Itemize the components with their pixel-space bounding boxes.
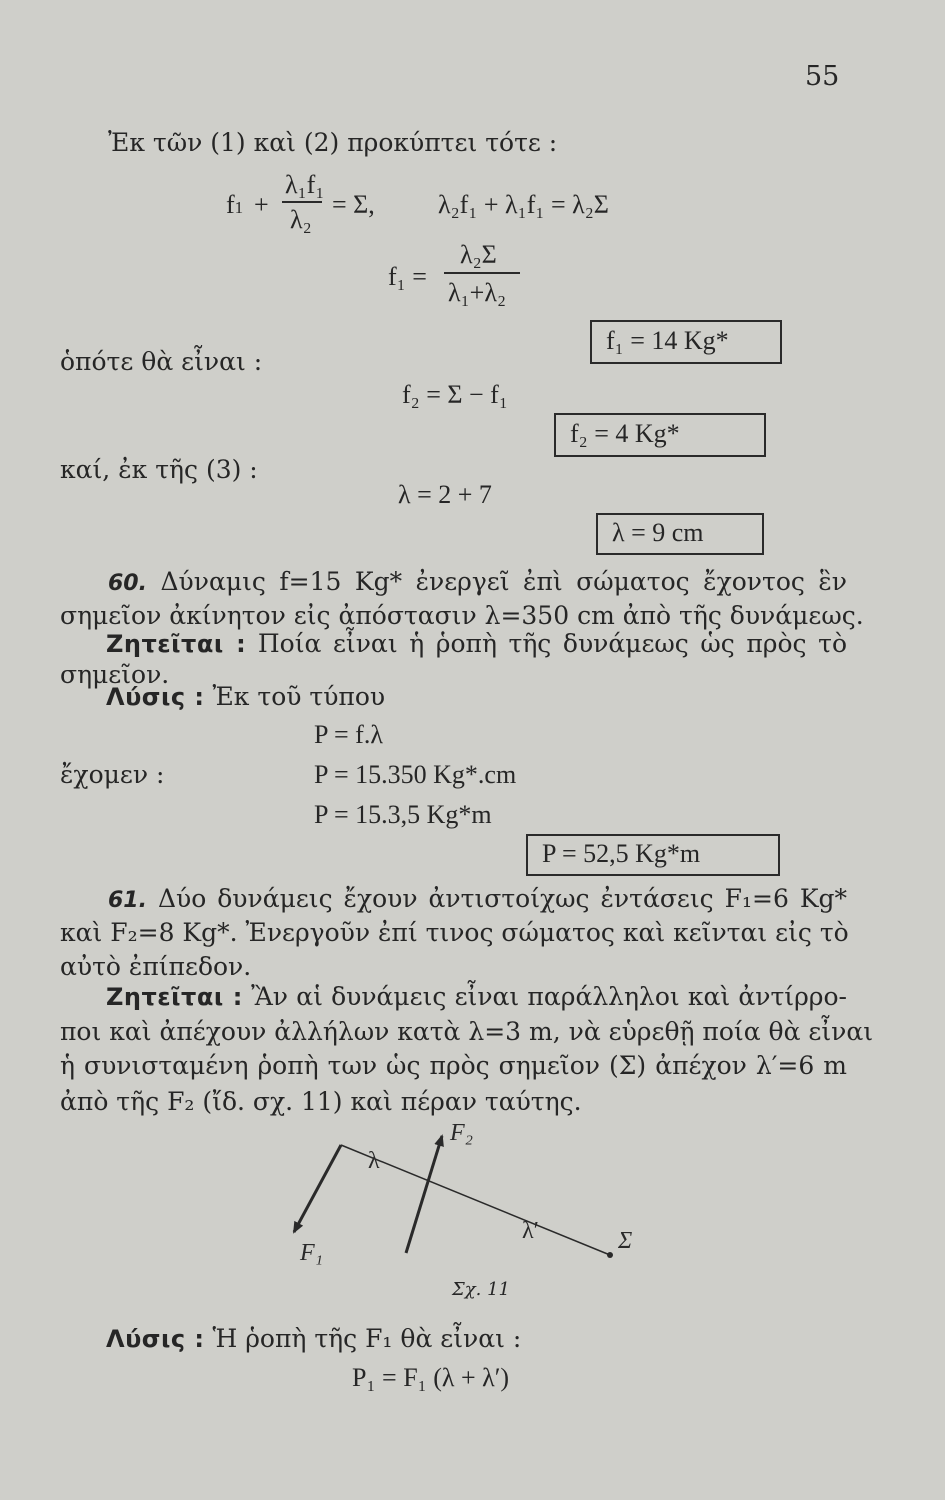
p61-line6: ἡ συνισταμένη ῥοπὴ των ὡς πρὸς σημεῖον (Σ) ἀπέχον λ′=6 m (60, 1051, 847, 1080)
p61-line2: καὶ F₂=8 Kg*. Ἐνεργοῦν ἐπί τινος σώματος καὶ κεῖνται εἰς τὸ (60, 918, 849, 947)
label-lambda: λ (368, 1148, 380, 1174)
point-sigma (607, 1252, 613, 1258)
force-f1-arrow (294, 1145, 341, 1232)
eq1-frac-num: λ₁f₁ (285, 170, 325, 199)
p60-lysis-label: Λύσις : (106, 683, 205, 711)
eq2-den: λ₁+λ₂ (448, 278, 507, 307)
result-f1: f₁ = 14 Kg* (606, 326, 729, 355)
eq1-frac-den: λ₂ (290, 205, 312, 234)
eq1-plus: + (254, 190, 269, 219)
p60-formula3: P = 15.3,5 Kg*m (314, 800, 492, 829)
result-f1-box (590, 320, 782, 364)
result-f2-box (554, 413, 766, 457)
p60-echomen: ἔχομεν : (60, 760, 165, 789)
p61-line1: 61. Δύο δυνάμεις ἔχουν ἀντιστοίχως ἐντάσεις F₁=6 Kg* (108, 884, 848, 913)
p60-lysis: Λύσις : Ἐκ τοῦ τύπου (106, 682, 386, 711)
p60-line3: Ζητεῖται : Ποία εἶναι ἡ ῥοπὴ τῆς δυνάμεως ὡς πρὸς τὸ (106, 629, 848, 658)
label-f1: F₁ (300, 1240, 324, 1266)
intro-text: Ἐκ τῶν (1) καὶ (2) προκύπτει τότε : (108, 128, 558, 157)
p61-line7: ἀπὸ τῆς F₂ (ἴδ. σχ. 11) καὶ πέραν ταύτης. (60, 1087, 582, 1116)
eq-f2: f₂ = Σ − f₁ (402, 380, 508, 409)
result-lambda-box (596, 513, 764, 555)
eq1-frac-bar (282, 201, 322, 203)
p61-line4: Ζητεῖται : Ἂν αἱ δυνάμεις εἶναι παράλληλοι καὶ ἀντίρρο- (106, 982, 847, 1011)
eq2-lhs: f₁ = (388, 262, 427, 291)
result-lambda: λ = 9 cm (612, 518, 704, 547)
figure-caption: Σχ. 11 (452, 1279, 510, 1300)
label-lambda-prime: λ′ (522, 1218, 539, 1244)
eq1-f1: f1 (226, 190, 244, 219)
distance-line (341, 1145, 610, 1255)
label-opote: ὁπότε θὰ εἶναι : (60, 347, 263, 376)
p61-line3: αὐτὸ ἐπίπεδον. (60, 952, 252, 981)
p61-lysis-label: Λύσις : (106, 1325, 205, 1353)
p60-formula1: P = f.λ (314, 720, 383, 749)
figure-11 (270, 1100, 650, 1300)
eq2-num: λ₂Σ (460, 240, 497, 269)
label-f2: F₂ (450, 1120, 474, 1146)
p60-result-box (526, 834, 780, 876)
p61-formula: P₁ = F₁ (λ + λ′) (352, 1363, 510, 1392)
p60-line2: σημεῖον ἀκίνητον εἰς ἀπόστασιν λ=350 cm ἀπὸ τῆς δυνάμεως. (60, 601, 864, 630)
p60-formula2: P = 15.350 Kg*.cm (314, 760, 517, 789)
p60-result: P = 52,5 Kg*m (542, 839, 701, 868)
label-kai: καί, ἐκ τῆς (3) : (60, 455, 258, 484)
p61-line5: ποι καὶ ἀπέχουν ἀλλήλων κατὰ λ=3 m, νὰ εὑρεθῇ ποία θὰ εἶναι (60, 1017, 874, 1046)
eq-lambda: λ = 2 + 7 (398, 480, 492, 509)
p60-number: 60. (108, 571, 147, 596)
force-f2-arrow (406, 1136, 442, 1253)
p61-lysis: Λύσις : Ἡ ῥοπὴ τῆς F₁ θὰ εἶναι : (106, 1324, 522, 1353)
p60-zeteitai-label: Ζητεῖται : (106, 630, 247, 658)
eq2-frac-bar (444, 272, 520, 274)
p61-zeteitai-label: Ζητεῖται : (106, 983, 243, 1011)
label-sigma: Σ (618, 1228, 633, 1254)
p60-line4: σημεῖον. (60, 660, 170, 689)
p60-line1: 60. Δύναμις f=15 Kg* ἐνεργεῖ ἐπὶ σώματος ἔχοντος ἓν (108, 567, 847, 596)
p61-number: 61. (108, 888, 147, 913)
eq1-right: λ₂f₁ + λ₁f₁ = λ₂Σ (438, 190, 609, 219)
eq1-eq-sigma: = Σ, (332, 190, 375, 219)
result-f2: f₂ = 4 Kg* (570, 419, 680, 448)
page-number: 55 (805, 61, 840, 92)
